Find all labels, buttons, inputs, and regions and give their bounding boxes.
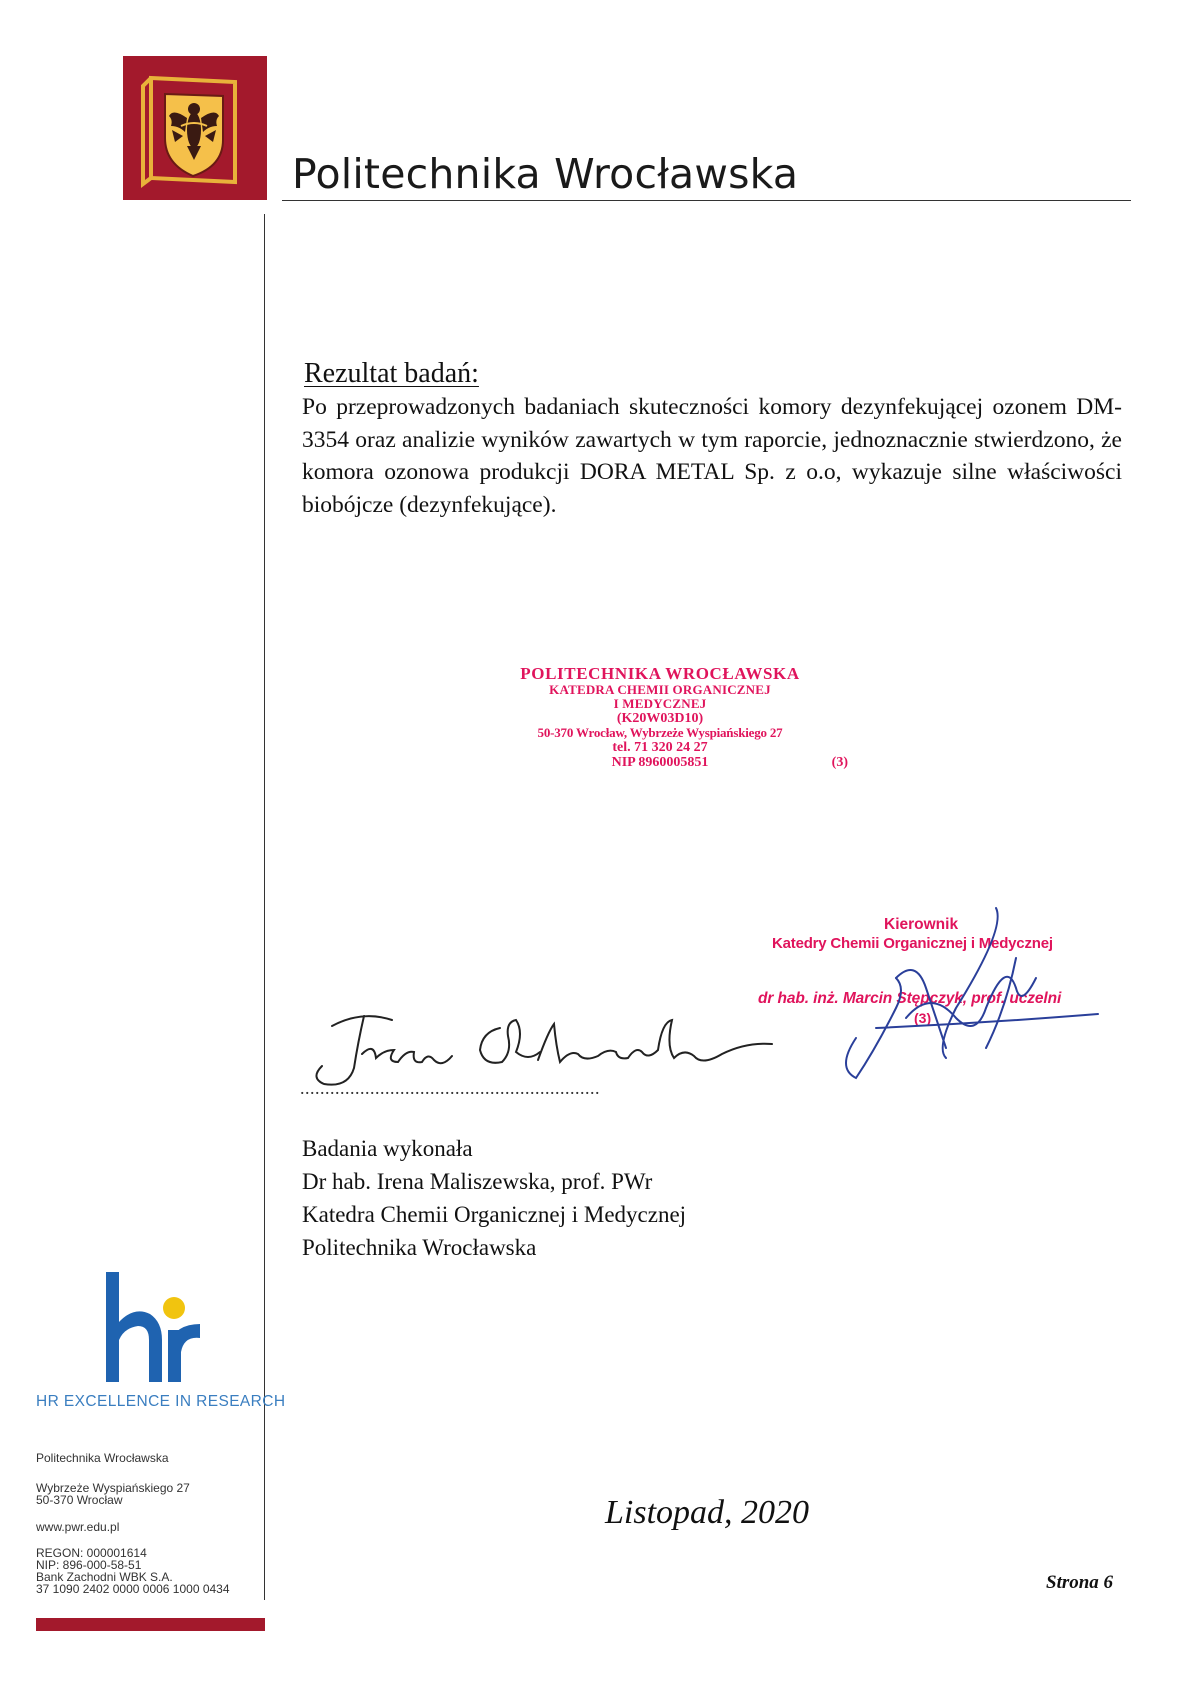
footer-account: 37 1090 2402 0000 0006 1000 0434 bbox=[36, 1582, 230, 1596]
footer-city: 50-370 Wrocław bbox=[36, 1493, 123, 1507]
stamp-line-nip: NIP 8960005851 bbox=[611, 755, 709, 770]
stamp-line-code: (K20W03D10) bbox=[616, 711, 704, 726]
head-stamp-title: Kierownik bbox=[884, 916, 959, 933]
stamp-number: (3) bbox=[831, 755, 848, 770]
hr-excellence-caption: HR EXCELLENCE IN RESEARCH bbox=[36, 1393, 286, 1410]
footer-address bbox=[36, 1482, 190, 1506]
signatory-block bbox=[302, 1132, 686, 1264]
footer-regon: REGON: 000001614 bbox=[36, 1546, 147, 1560]
head-signature-image bbox=[836, 898, 1136, 1098]
signatory-institution: Politechnika Wrocławska bbox=[302, 1235, 537, 1260]
head-stamp-name: dr hab. inż. Marcin Stępczyk, prof. uczelni bbox=[758, 990, 1062, 1007]
signatory-department: Katedra Chemii Organicznej i Medycznej bbox=[302, 1202, 687, 1227]
page-number: Strona 6 bbox=[1046, 1572, 1114, 1593]
signatory-role: Badania wykonała bbox=[302, 1136, 473, 1161]
head-stamp-department: Katedry Chemii Organicznej i Medycznej bbox=[772, 935, 1053, 952]
eagle-crest-icon bbox=[123, 56, 267, 200]
stamp-line-address: 50-370 Wrocław, Wybrzeże Wyspiańskiego 27 bbox=[537, 725, 783, 740]
footer-accent-bar bbox=[36, 1618, 265, 1631]
results-heading: Rezultat badań: bbox=[304, 358, 479, 389]
footer-bank: Bank Zachodni WBK S.A. bbox=[36, 1570, 173, 1584]
stamp-line-phone: tel. 71 320 24 27 bbox=[612, 740, 708, 755]
footer-street: Wybrzeże Wyspiańskiego 27 bbox=[36, 1481, 190, 1495]
signatory-name: Dr hab. Irena Maliszewska, prof. PWr bbox=[302, 1169, 653, 1194]
footer-nip: NIP: 896-000-58-51 bbox=[36, 1558, 142, 1572]
results-paragraph: Po przeprowadzonych badaniach skuteczności komory dezynfekującej ozonem DM-3354 oraz analizie wyników zawartych w tym raporcie, jednoznacznie stwierdzono, że komora ozonowa produkcji DORA METAL Sp. z o.o, wykazuje silne właściwości biobójcze (dezynfekujące). bbox=[302, 394, 1122, 518]
signature-line: ............................................................ bbox=[300, 1078, 600, 1098]
document-date: Listopad, 2020 bbox=[605, 1494, 810, 1531]
head-stamp-number: (3) bbox=[914, 1010, 932, 1026]
stamp-line-department: KATEDRA CHEMII ORGANICZNEJ bbox=[549, 682, 771, 697]
footer-website-link[interactable]: www.pwr.edu.pl bbox=[36, 1520, 120, 1534]
stamp-line-nip-row bbox=[450, 755, 870, 770]
footer-institution: Politechnika Wrocławska bbox=[36, 1451, 169, 1465]
university-logo bbox=[123, 56, 267, 200]
institution-name: Politechnika Wrocławska bbox=[292, 150, 799, 198]
header-divider bbox=[282, 200, 1131, 201]
department-stamp bbox=[450, 664, 870, 770]
stamp-line-institution: POLITECHNIKA WROCŁAWSKA bbox=[520, 664, 800, 683]
hr-excellence-logo-icon bbox=[104, 1260, 204, 1384]
footer-registration bbox=[36, 1547, 230, 1595]
stamp-line-department-2: I MEDYCZNEJ bbox=[613, 696, 707, 711]
